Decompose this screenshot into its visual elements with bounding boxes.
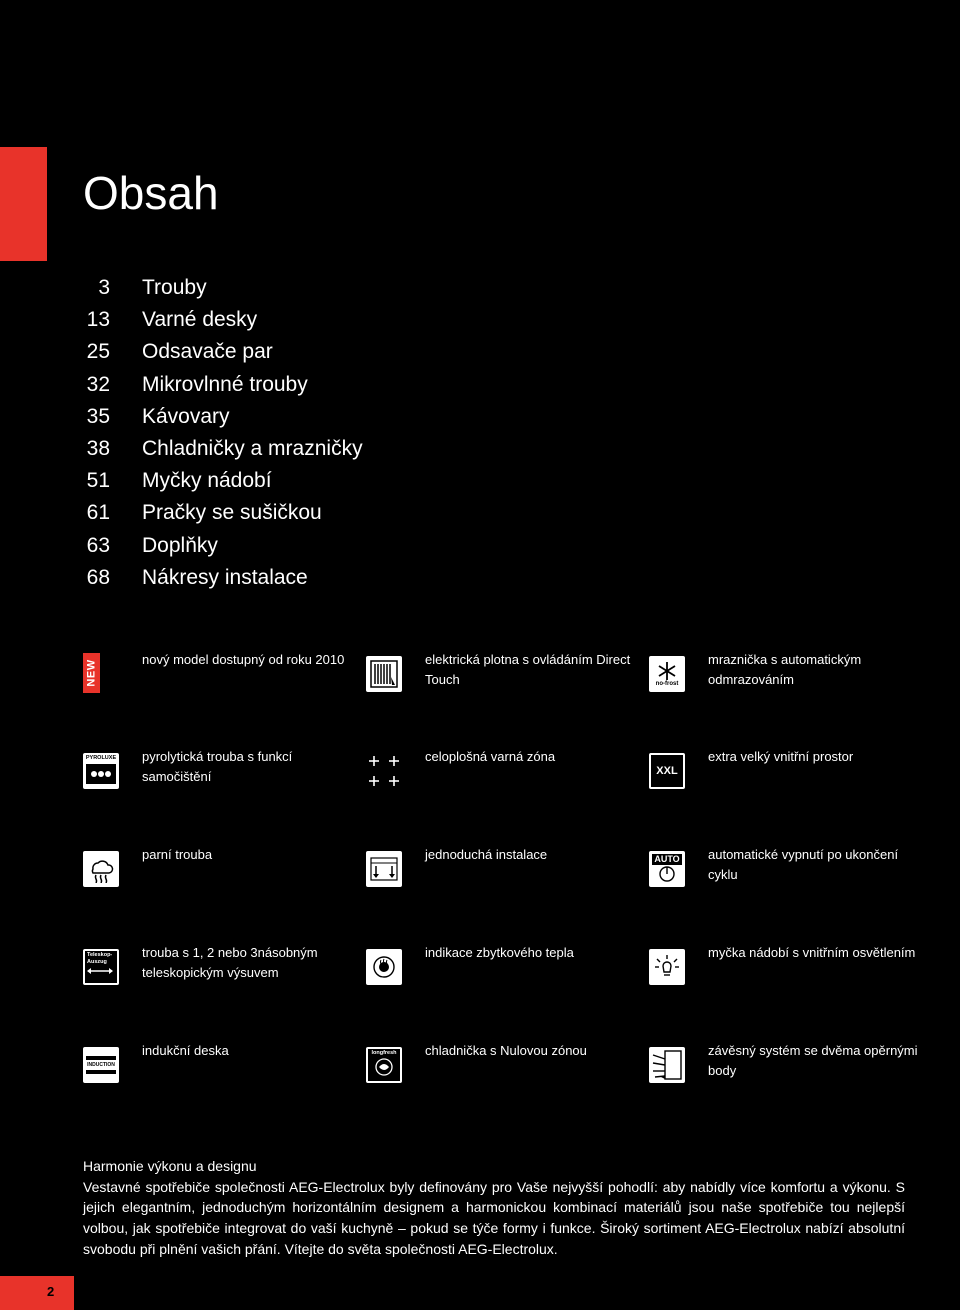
toc-label: Chladničky a mrazničky <box>142 437 363 461</box>
hinge-system-icon <box>649 1047 685 1083</box>
legend-text: nový model dostupný od roku 2010 <box>142 652 345 667</box>
toc-label: Mikrovlnné trouby <box>142 372 308 396</box>
legend-item-direct-touch <box>366 650 636 700</box>
legend-item-telescopic <box>83 943 353 993</box>
legend-item-induction <box>83 1041 353 1091</box>
legend-text: pyrolytická trouba s funkcí samočištění <box>142 749 293 784</box>
toc-item[interactable] <box>80 497 480 529</box>
toc-label: Pračky se sušičkou <box>142 501 322 525</box>
legend-text: indikace zbytkového tepla <box>425 945 574 960</box>
toc-item[interactable] <box>80 562 480 594</box>
legend-text: celoplošná varná zóna <box>425 749 556 764</box>
toc-label: Odsavače par <box>142 340 273 364</box>
pyroluxe-label: PYROLUXE <box>85 755 117 761</box>
residual-heat-icon <box>366 949 402 985</box>
legend-item-full-zone <box>366 747 636 797</box>
article-heading: Harmonie výkonu a designu <box>83 1158 257 1174</box>
toc-item[interactable] <box>80 304 480 336</box>
legend-item-xxl <box>649 747 919 797</box>
legend-item-longfresh <box>366 1041 636 1091</box>
toc-page-number: 32 <box>86 372 110 396</box>
legend-text: automatické vypnutí po ukončení cyklu <box>708 847 899 882</box>
legend-text: myčka nádobí s vnitřním osvětlením <box>708 945 916 960</box>
induction-label: INDUCTION <box>87 1062 115 1068</box>
toc-page-number: 3 <box>98 276 110 300</box>
telescopic-icon <box>83 949 119 985</box>
legend-item-no-frost <box>649 650 919 700</box>
toc-item[interactable] <box>80 369 480 401</box>
legend-item-residual-heat <box>366 943 636 993</box>
auto-label: AUTO <box>654 854 680 864</box>
longfresh-label: longfresh <box>371 1050 397 1056</box>
toc-item[interactable] <box>80 272 480 304</box>
page-number-tab <box>0 1276 74 1310</box>
toc-page-number: 25 <box>86 340 110 364</box>
xxl-icon <box>649 753 685 789</box>
legend-item-auto-off <box>649 845 919 895</box>
direct-touch-icon <box>366 656 402 692</box>
legend-item-steam <box>83 845 353 895</box>
toc-item[interactable] <box>80 530 480 562</box>
new-badge-label: NEW <box>85 659 98 687</box>
legend-text: jednoduchá instalace <box>425 847 548 862</box>
legend-text: závěsný systém se dvěma opěrnými body <box>708 1043 918 1078</box>
steam-oven-icon <box>83 851 119 887</box>
legend-item-pyroluxe <box>83 747 353 797</box>
toc-label: Kávovary <box>142 404 230 428</box>
legend-item-interior-light <box>649 943 919 993</box>
toc-label: Trouby <box>142 276 207 300</box>
toc-page-number: 68 <box>86 565 110 589</box>
intro-article <box>83 1156 905 1260</box>
legend-text: elektrická plotna s ovládáním Direct Touch <box>425 652 631 687</box>
xxl-label: XXL <box>656 765 678 777</box>
toc-page-number: 61 <box>86 501 110 525</box>
legend-item-hinge <box>649 1041 919 1091</box>
toc-item[interactable] <box>80 465 480 497</box>
no-frost-label: no-frost <box>655 680 679 687</box>
toc-label: Myčky nádobí <box>142 469 272 493</box>
legend-item-new <box>83 650 353 700</box>
legend-text: trouba s 1, 2 nebo 3násobným teleskopickým výsuvem <box>142 945 318 980</box>
toc-item[interactable] <box>80 401 480 433</box>
toc-page-number: 35 <box>86 404 110 428</box>
full-surface-zone-icon <box>366 753 402 789</box>
page-number: 2 <box>47 1284 55 1299</box>
interior-light-icon <box>649 949 685 985</box>
toc-label: Nákresy instalace <box>142 565 308 589</box>
legend-text: parní trouba <box>142 847 213 862</box>
table-of-contents <box>80 272 480 594</box>
legend-text: mraznička s automatickým odmrazováním <box>708 652 862 687</box>
toc-page-number: 38 <box>86 437 110 461</box>
toc-label: Doplňky <box>142 533 218 557</box>
longfresh-icon <box>366 1047 402 1083</box>
toc-item[interactable] <box>80 336 480 368</box>
induction-icon <box>83 1047 119 1083</box>
telescopic-label: Teleskop-Auszug <box>87 952 113 965</box>
toc-page-number: 51 <box>86 469 110 493</box>
legend-text: extra velký vnitřní prostor <box>708 749 854 764</box>
page-title: Obsah <box>83 167 219 219</box>
article-body: Vestavné spotřebiče společnosti AEG-Electrolux byly definovány pro Vaše nejvyšší pohodlí: aby nabídly více komfortu a výkonu. S jejich elegantním, jednoduchým horizontálním designem a harmonickou kombinací materiálů jsou naše spotřebiče tou nejlepší volbou, jak spotřebiče integrovat do vaší kuchyně – pokud se týče formy i funkce. Široký sortiment AEG-Electrolux nabízí absolutní svobodu při plnění vašich přání. Vítejte do světa společnosti AEG-Electrolux. <box>83 1178 905 1257</box>
pyroluxe-icon <box>83 753 119 789</box>
easy-install-icon <box>366 851 402 887</box>
accent-bar <box>0 147 47 261</box>
legend-text: chladnička s Nulovou zónou <box>425 1043 587 1058</box>
toc-label: Varné desky <box>142 308 258 332</box>
toc-page-number: 13 <box>86 308 110 332</box>
auto-off-icon <box>649 851 685 887</box>
no-frost-icon <box>649 656 685 692</box>
legend-text: indukční deska <box>142 1043 229 1058</box>
toc-page-number: 63 <box>86 533 110 557</box>
legend-item-easy-install <box>366 845 636 895</box>
toc-item[interactable] <box>80 433 480 465</box>
new-badge <box>83 653 100 693</box>
